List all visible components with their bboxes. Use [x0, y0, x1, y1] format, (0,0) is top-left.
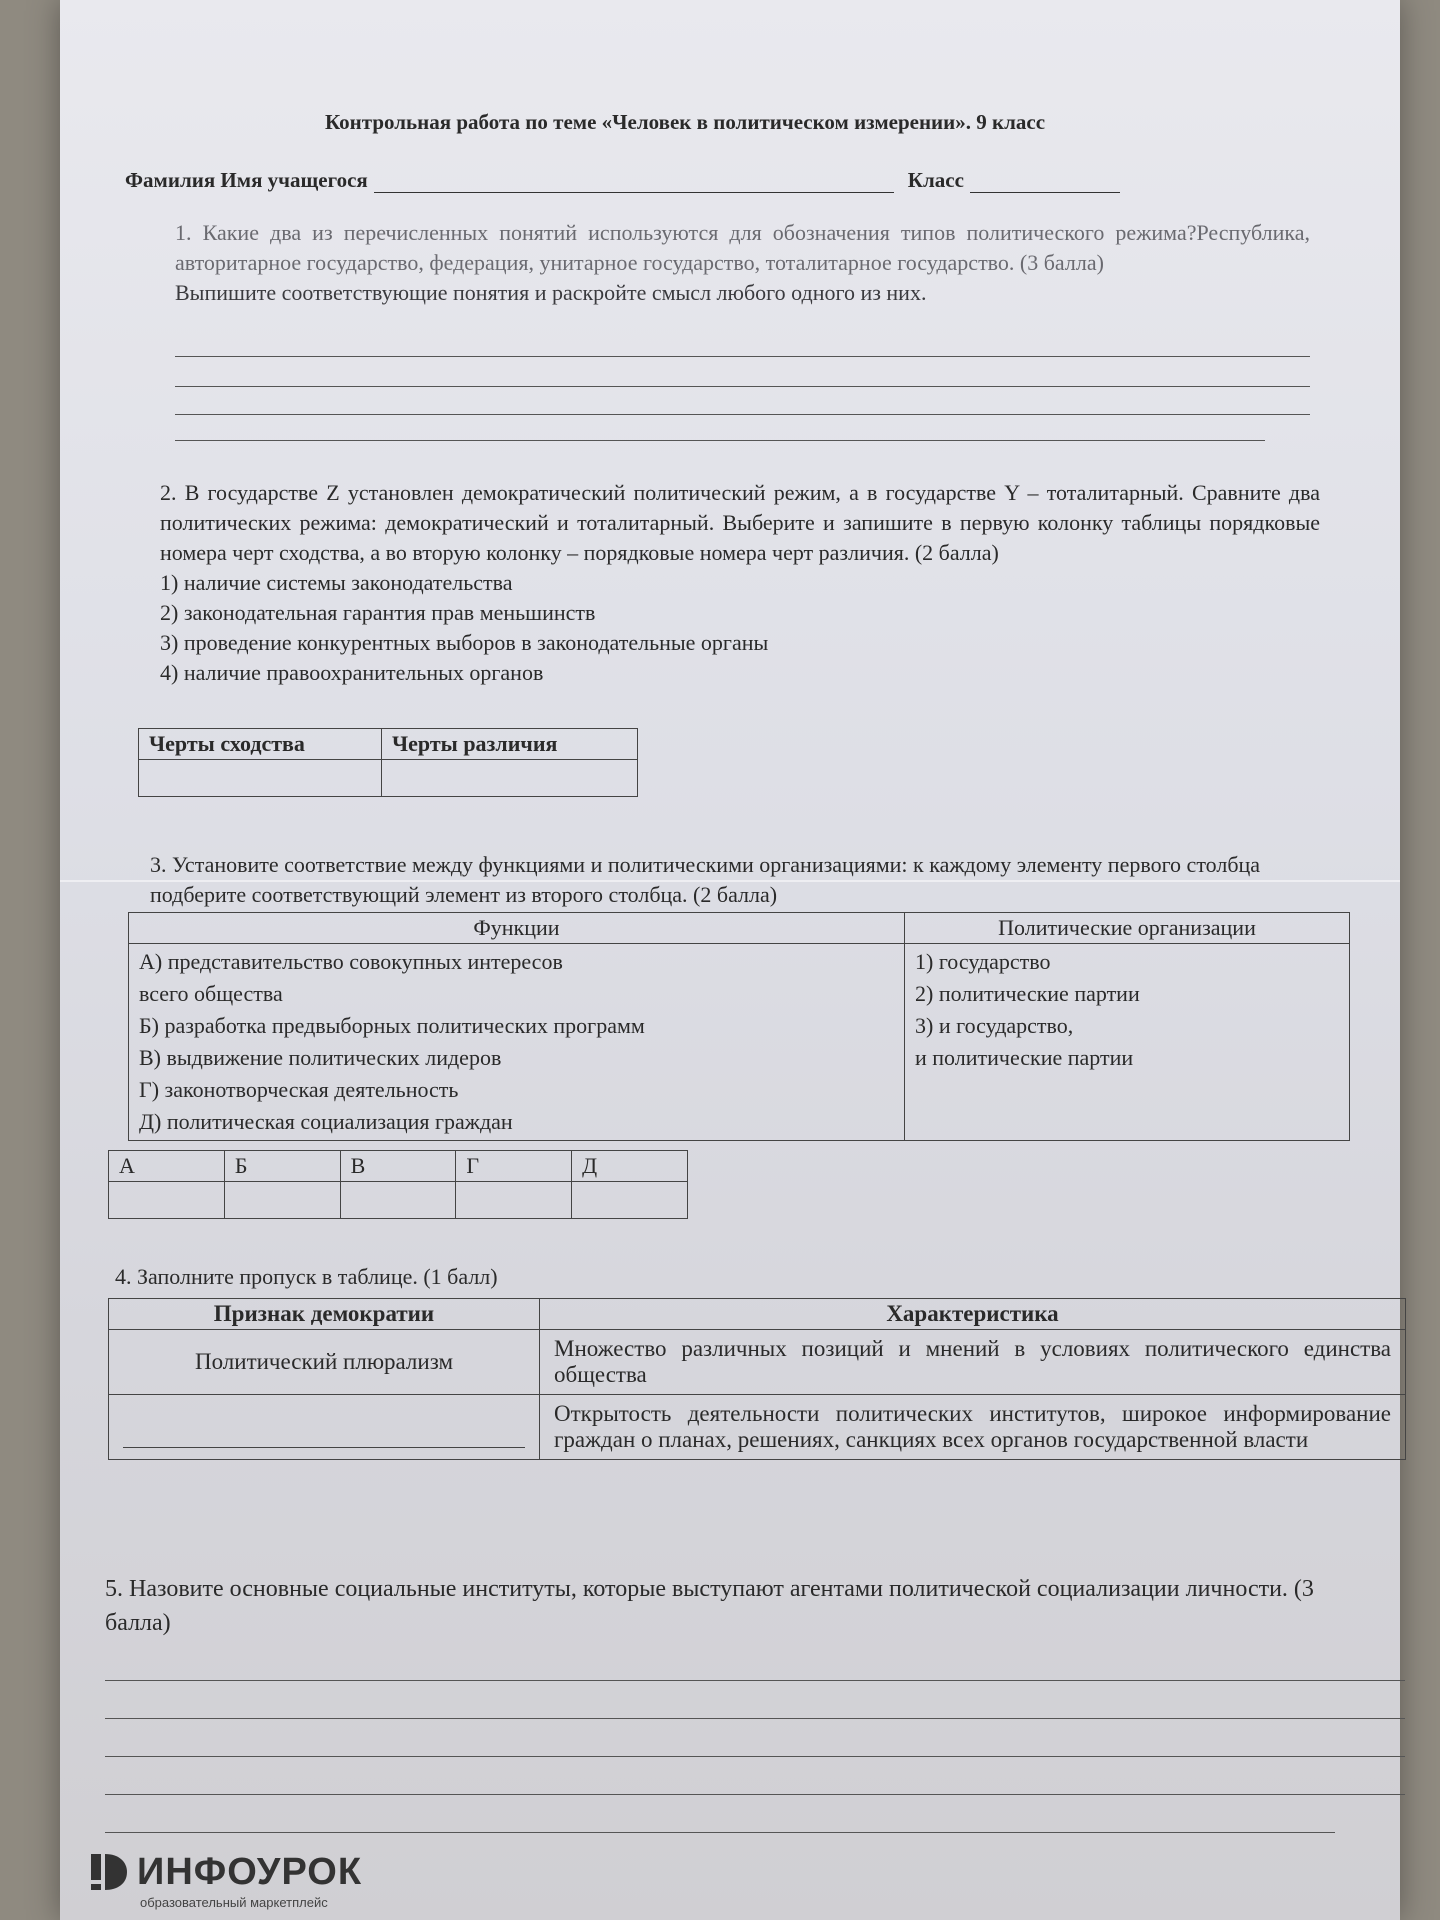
function-item: Б) разработка предвыборных политических программ: [139, 1013, 645, 1038]
answer-letter: Д: [572, 1151, 688, 1182]
answer-line[interactable]: [105, 1680, 1405, 1681]
answer-letter: Б: [224, 1151, 340, 1182]
question-2-option: 3) проведение конкурентных выборов в законодательные органы: [160, 630, 769, 655]
worksheet-title: Контрольная работа по теме «Человек в политическом измерении». 9 класс: [324, 110, 1046, 134]
question-1-instruction: Выпишите соответствующие понятия и раскройте смысл любого одного из них.: [175, 280, 927, 305]
answer-line[interactable]: [105, 1794, 1405, 1795]
question-2: [160, 478, 1320, 688]
answer-line[interactable]: [175, 440, 1265, 441]
answer-line[interactable]: [175, 356, 1310, 357]
question-1: [175, 218, 1310, 308]
answer-line[interactable]: [105, 1832, 1335, 1833]
infourok-logo-icon: [85, 1850, 131, 1894]
question-5: [105, 1572, 1355, 1640]
answer-cell[interactable]: [572, 1182, 688, 1219]
question-2-answer-table: [138, 728, 638, 797]
organization-item: 2) политические партии: [915, 981, 1140, 1006]
student-name-label: Фамилия Имя учащегося: [125, 168, 368, 192]
differences-header: Черты различия: [381, 729, 637, 760]
answer-letter: Г: [456, 1151, 572, 1182]
functions-header: Функции: [129, 913, 905, 944]
organization-item: 3) и государство,: [915, 1013, 1074, 1038]
question-2-option: 1) наличие системы законодательства: [160, 570, 513, 595]
class-field[interactable]: [970, 172, 1120, 193]
question-2-option: 2) законодательная гарантия прав меньшинств: [160, 600, 596, 625]
differences-answer-cell[interactable]: [381, 760, 637, 797]
answer-line[interactable]: [175, 414, 1310, 415]
question-4-text: 4. Заполните пропуск в таблице. (1 балл): [115, 1264, 498, 1289]
answer-cell[interactable]: [224, 1182, 340, 1219]
answer-line[interactable]: [105, 1718, 1405, 1719]
function-item: А) представительство совокупных интересов: [139, 949, 563, 974]
matching-answer-table: [108, 1150, 688, 1219]
question-2-option: 4) наличие правоохранительных органов: [160, 660, 544, 685]
student-name-field[interactable]: [374, 172, 894, 193]
answer-line[interactable]: [175, 386, 1310, 387]
matching-table: [128, 912, 1350, 1141]
student-info-row: [125, 168, 1120, 193]
organization-item: и политические партии: [915, 1045, 1134, 1070]
logo-tagline: образовательный маркетплейс: [140, 1895, 328, 1910]
class-label: Класс: [907, 168, 964, 192]
similarities-answer-cell[interactable]: [139, 760, 382, 797]
sign-header: Признак демократии: [109, 1299, 540, 1330]
answer-letter: А: [109, 1151, 225, 1182]
organizations-list: [905, 944, 1350, 1141]
question-5-text: 5. Назовите основные социальные институты, которые выступают агентами политической социализации личности. (3 балла): [105, 1576, 1314, 1636]
question-3-text: 3. Установите соответствие между функциями и политическими организациями: к каждому элементу первого столбца подберите соответствующий элемент из второго столбца. (2 балла): [150, 852, 1261, 907]
answer-cell[interactable]: [456, 1182, 572, 1219]
organization-item: 1) государство: [915, 949, 1051, 974]
characteristic-cell: Открытость деятельности политических институтов, широкое информирование граждан о планах, решениях, санкциях всех органов государственной власти: [540, 1395, 1406, 1460]
answer-cell[interactable]: [109, 1182, 225, 1219]
democracy-table: [108, 1298, 1406, 1460]
sign-blank-cell: [109, 1395, 540, 1460]
answer-letter: В: [340, 1151, 456, 1182]
similarities-header: Черты сходства: [139, 729, 382, 760]
organizations-header: Политические организации: [905, 913, 1350, 944]
infourok-logo: [85, 1850, 362, 1894]
function-item: Г) законотворческая деятельность: [139, 1077, 459, 1102]
answer-cell[interactable]: [340, 1182, 456, 1219]
answer-line[interactable]: [105, 1756, 1405, 1757]
question-2-text: 2. В государстве Z установлен демократический политический режим, а в государстве Y – тоталитарный. Сравните два политических режима: демократический и тоталитарный. Выберите и запишите в первую колонку таблицы порядковые номера черт сходства, а во вторую колонку – порядковые номера черт различия. (2 балла): [160, 480, 1320, 565]
sign-answer-blank[interactable]: [123, 1407, 525, 1448]
function-item: всего общества: [139, 981, 283, 1006]
characteristic-header: Характеристика: [540, 1299, 1406, 1330]
logo-name: ИНФОУРОК: [137, 1851, 363, 1893]
question-4: [115, 1262, 1215, 1292]
function-item: В) выдвижение политических лидеров: [139, 1045, 502, 1070]
question-3: [150, 850, 1320, 910]
functions-list: [129, 944, 905, 1141]
sign-cell: Политический плюрализм: [109, 1330, 540, 1395]
question-1-text: 1. Какие два из перечисленных понятий используются для обозначения типов политического режима?Республика, авторитарное государство, федерация, унитарное государство, тоталитарное государство. (3 балла): [175, 220, 1310, 275]
function-item: Д) политическая социализация граждан: [139, 1109, 513, 1134]
characteristic-cell: Множество различных позиций и мнений в условиях политического единства общества: [540, 1330, 1406, 1395]
